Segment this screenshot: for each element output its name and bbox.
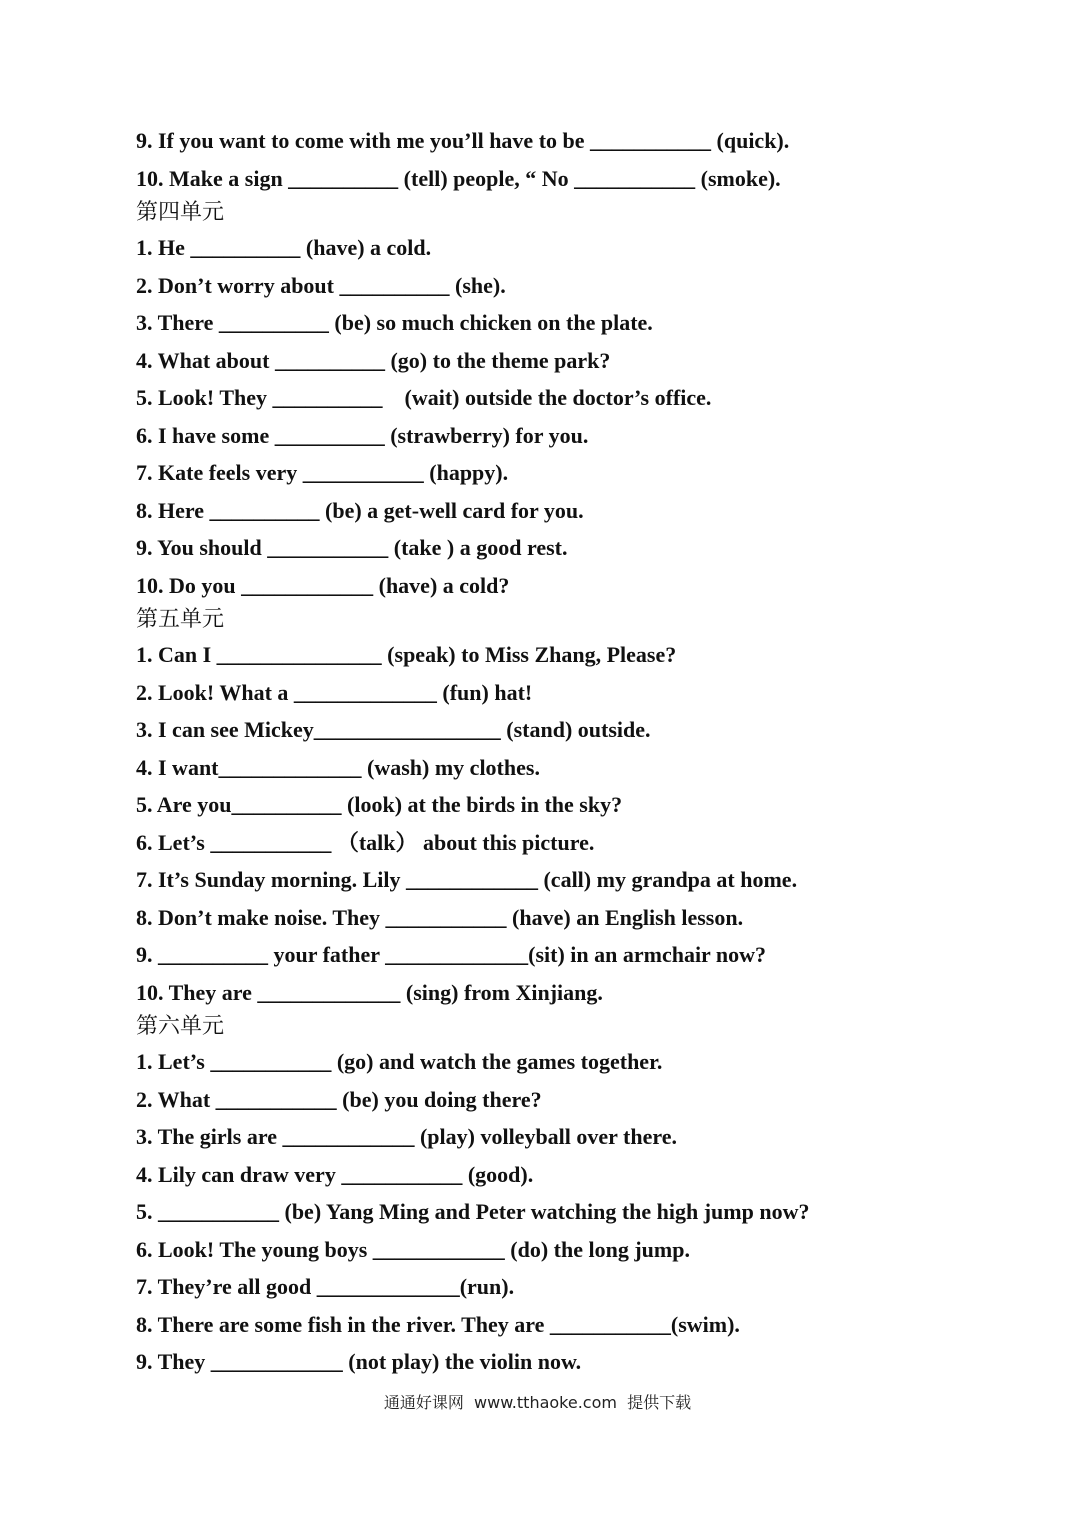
exercise-line: 5. Are you__________ (look) at the birds in the sky?: [136, 792, 623, 817]
unit-heading: 第六单元: [136, 1014, 225, 1039]
unit-heading: 第五单元: [136, 607, 225, 632]
exercise-line: 9. They ____________ (not play) the violin now.: [136, 1349, 582, 1374]
exercise-line: 5. ___________ (be) Yang Ming and Peter watching the high jump now?: [136, 1199, 810, 1224]
exercise-line: 4. I want_____________ (wash) my clothes.: [136, 754, 540, 780]
exercise-line: 2. Look! What a _____________ (fun) hat!: [136, 679, 533, 705]
exercise-line: 9. __________ your father _____________(sit) in an armchair now?: [136, 942, 767, 967]
exercise-line: 2. Don’t worry about __________ (she).: [136, 272, 506, 298]
exercise-line: 8. Don’t make noise. They ___________ (have) an English lesson.: [136, 904, 744, 930]
exercise-line: 8. Here __________ (be) a get-well card for you.: [136, 497, 584, 523]
exercise-line: 8. There are some fish in the river. They are ___________(swim).: [136, 1311, 740, 1337]
exercise-line: 9. You should ___________ (take ) a good rest.: [136, 535, 568, 560]
exercise-line: 10. Do you ____________ (have) a cold?: [136, 572, 510, 598]
exercise-line: 4. Lily can draw very ___________ (good).: [136, 1161, 534, 1187]
exercise-line: 3. The girls are ____________ (play) volleyball over there.: [136, 1124, 677, 1149]
footer-watermark: 通通好课网 www.tthaoke.com 提供下载: [383, 1393, 692, 1412]
worksheet-page: [136, 122, 976, 1381]
exercise-line: 1. Can I _______________ (speak) to Miss Zhang, Please?: [136, 642, 677, 667]
exercise-line: 6. Let’s ___________ （talk） about this picture.: [136, 829, 595, 855]
exercise-line: 10. They are _____________ (sing) from Xinjiang.: [136, 979, 603, 1005]
exercise-line: 9. If you want to come with me you’ll have to be ___________ (quick).: [136, 128, 790, 153]
exercise-line: 4. What about __________ (go) to the theme park?: [136, 347, 611, 373]
exercise-line: 6. I have some __________ (strawberry) for you.: [136, 422, 589, 448]
exercise-line: 3. There __________ (be) so much chicken on the plate.: [136, 310, 653, 335]
exercise-line: 2. What ___________ (be) you doing there?: [136, 1086, 542, 1112]
exercise-line: 10. Make a sign __________ (tell) people, “ No ___________ (smoke).: [136, 165, 781, 191]
unit-heading: 第四单元: [136, 200, 225, 225]
exercise-line: 7. Kate feels very ___________ (happy).: [136, 460, 509, 485]
exercise-line: 6. Look! The young boys ____________ (do) the long jump.: [136, 1236, 690, 1262]
exercise-line: 7. They’re all good _____________(run).: [136, 1274, 515, 1299]
exercise-line: 7. It’s Sunday morning. Lily ____________ (call) my grandpa at home.: [136, 867, 798, 892]
exercise-line: 1. He __________ (have) a cold.: [136, 235, 432, 260]
exercise-line: 5. Look! They __________ (wait) outside the doctor’s office.: [136, 385, 712, 410]
exercise-line: 3. I can see Mickey_________________ (stand) outside.: [136, 717, 651, 742]
exercise-line: 1. Let’s ___________ (go) and watch the games together.: [136, 1049, 663, 1074]
